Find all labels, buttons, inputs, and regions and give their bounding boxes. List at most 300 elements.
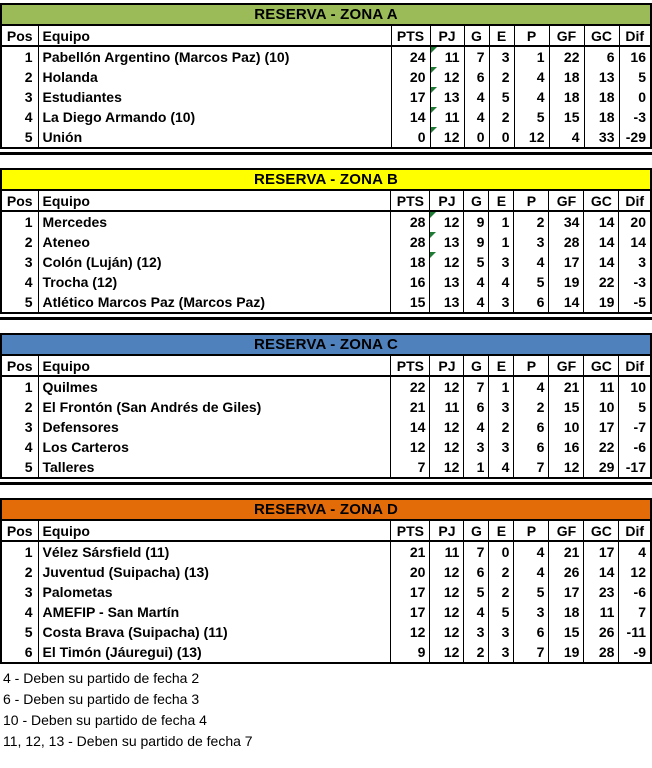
column-header-pos: Pos: [1, 190, 38, 211]
column-header-e: E: [489, 25, 514, 46]
column-header-dif: Dif: [619, 190, 651, 211]
column-header-pos: Pos: [1, 520, 38, 541]
cell-pj: 11: [430, 46, 464, 67]
table-row: [1, 397, 651, 417]
cell-pos: 4: [24, 274, 33, 290]
cell-comment-marker-icon: [430, 212, 436, 218]
standings-table: [0, 333, 652, 479]
cell-e: 4: [489, 457, 514, 478]
standings-body: [1, 541, 651, 663]
cell-e: 3: [489, 252, 514, 272]
cell-p: 4: [514, 252, 549, 272]
cell-pj: 11: [430, 397, 464, 417]
cell-gc: 22: [584, 272, 619, 292]
cell-gf: 26: [549, 562, 584, 582]
cell-equipo: Mercedes: [38, 211, 391, 232]
cell-gf: 22: [549, 46, 584, 67]
cell-pts: 14: [391, 417, 430, 437]
cell-pj: 13: [430, 272, 464, 292]
column-header-row: [1, 190, 651, 211]
cell-pts: 24: [391, 46, 430, 67]
cell-equipo: Ateneo: [38, 232, 391, 252]
column-header-p: P: [514, 355, 549, 376]
cell-comment-marker-icon: [431, 87, 437, 93]
cell-e: 3: [489, 397, 514, 417]
cell-pj: 12: [430, 211, 464, 232]
cell-equipo: Los Carteros: [38, 437, 391, 457]
cell-e: 2: [489, 67, 514, 87]
zone-title: RESERVA - ZONA A: [1, 4, 651, 25]
cell-pts: 16: [391, 272, 430, 292]
cell-dif: -5: [619, 292, 651, 313]
cell-g: 2: [464, 642, 489, 663]
cell-pos: 1: [24, 214, 33, 230]
cell-g: 4: [464, 292, 489, 313]
cell-gc: 11: [584, 376, 619, 397]
cell-gf: 17: [549, 582, 584, 602]
cell-g: 6: [464, 562, 489, 582]
cell-p: 3: [514, 602, 549, 622]
cell-p: 2: [514, 397, 549, 417]
column-header-g: G: [464, 190, 489, 211]
cell-gf: 18: [549, 67, 584, 87]
cell-gc: 29: [584, 457, 619, 478]
cell-dif: -17: [619, 457, 651, 478]
cell-dif: 5: [619, 67, 651, 87]
cell-gc: 17: [584, 417, 619, 437]
cell-equipo: Unión: [38, 127, 391, 148]
cell-pts: 21: [391, 397, 430, 417]
cell-e: 3: [489, 642, 514, 663]
cell-gc: 17: [584, 541, 619, 562]
column-header-pts: PTS: [391, 520, 430, 541]
cell-pts: 21: [391, 541, 430, 562]
column-header-equipo: Equipo: [38, 355, 391, 376]
cell-pos: 1: [24, 379, 33, 395]
column-header-gc: GC: [584, 520, 619, 541]
cell-pj: 12: [430, 252, 464, 272]
column-header-row: [1, 355, 651, 376]
cell-pts: 17: [391, 602, 430, 622]
zones-container: [0, 3, 652, 664]
column-header-equipo: Equipo: [38, 25, 391, 46]
column-header-gf: GF: [549, 25, 584, 46]
cell-pos: 5: [24, 294, 33, 310]
footnotes: [0, 668, 652, 752]
zone-block-zona-c: [0, 333, 652, 485]
cell-dif: 14: [619, 232, 651, 252]
column-header-row: [1, 25, 651, 46]
cell-pos: 1: [24, 544, 33, 560]
column-header-dif: Dif: [619, 355, 651, 376]
cell-gc: 28: [584, 642, 619, 663]
cell-p: 1: [514, 46, 549, 67]
cell-pos: 2: [24, 399, 33, 415]
column-header-equipo: Equipo: [38, 190, 391, 211]
cell-p: 4: [514, 87, 549, 107]
cell-dif: 16: [619, 46, 651, 67]
cell-pts: 20: [391, 562, 430, 582]
cell-comment-marker-icon: [430, 232, 436, 238]
cell-equipo: Estudiantes: [38, 87, 391, 107]
cell-dif: -6: [619, 437, 651, 457]
cell-equipo: El Frontón (San Andrés de Giles): [38, 397, 391, 417]
cell-e: 0: [489, 127, 514, 148]
table-row: [1, 46, 651, 67]
cell-p: 7: [514, 642, 549, 663]
cell-pj: 12: [430, 622, 464, 642]
cell-p: 5: [514, 107, 549, 127]
zone-title-row: [1, 499, 651, 520]
cell-p: 4: [514, 562, 549, 582]
cell-pj: 12: [430, 642, 464, 663]
cell-e: 0: [489, 541, 514, 562]
column-header-gc: GC: [584, 190, 619, 211]
cell-gf: 18: [549, 87, 584, 107]
cell-e: 5: [489, 602, 514, 622]
cell-equipo: Vélez Sársfield (11): [38, 541, 391, 562]
cell-pos: 2: [24, 564, 33, 580]
cell-equipo: Defensores: [38, 417, 391, 437]
zone-title: RESERVA - ZONA B: [1, 169, 651, 190]
cell-pos: 2: [24, 69, 33, 85]
cell-equipo: Juventud (Suipacha) (13): [38, 562, 391, 582]
column-header-g: G: [464, 25, 489, 46]
zone-title-row: [1, 4, 651, 25]
column-header-pts: PTS: [391, 190, 430, 211]
cell-g: 9: [464, 232, 489, 252]
cell-equipo: Trocha (12): [38, 272, 391, 292]
column-header-pj: PJ: [430, 25, 464, 46]
cell-gf: 34: [549, 211, 584, 232]
cell-pts: 9: [391, 642, 430, 663]
cell-pj: 11: [430, 541, 464, 562]
cell-p: 6: [514, 417, 549, 437]
standings-table: [0, 498, 652, 664]
cell-dif: 20: [619, 211, 651, 232]
standings-body: [1, 376, 651, 478]
cell-gc: 26: [584, 622, 619, 642]
table-row: [1, 67, 651, 87]
cell-p: 2: [514, 211, 549, 232]
cell-gf: 19: [549, 272, 584, 292]
cell-dif: 4: [619, 541, 651, 562]
table-row: [1, 211, 651, 232]
cell-gc: 14: [584, 232, 619, 252]
cell-gc: 14: [584, 211, 619, 232]
cell-pts: 14: [391, 107, 430, 127]
cell-pts: 12: [391, 622, 430, 642]
cell-g: 4: [464, 87, 489, 107]
cell-pj: 12: [430, 582, 464, 602]
column-header-pos: Pos: [1, 25, 38, 46]
cell-pos: 6: [24, 644, 33, 660]
cell-e: 1: [489, 376, 514, 397]
cell-e: 3: [489, 437, 514, 457]
cell-equipo: Quilmes: [38, 376, 391, 397]
table-row: [1, 107, 651, 127]
cell-pts: 18: [391, 252, 430, 272]
zone-block-zona-d: [0, 498, 652, 664]
cell-dif: -3: [619, 272, 651, 292]
cell-equipo: Costa Brava (Suipacha) (11): [38, 622, 391, 642]
cell-g: 7: [464, 541, 489, 562]
standings-body: [1, 46, 651, 148]
cell-gc: 13: [584, 67, 619, 87]
cell-e: 1: [489, 232, 514, 252]
cell-dif: -6: [619, 582, 651, 602]
column-header-gf: GF: [549, 355, 584, 376]
table-row: [1, 562, 651, 582]
cell-comment-marker-icon: [431, 127, 437, 133]
cell-gc: 22: [584, 437, 619, 457]
cell-comment-marker-icon: [431, 47, 437, 53]
table-underline: [0, 317, 652, 320]
column-header-e: E: [489, 520, 514, 541]
column-header-p: P: [514, 520, 549, 541]
cell-pj: 11: [430, 107, 464, 127]
cell-gf: 21: [549, 541, 584, 562]
cell-p: 7: [514, 457, 549, 478]
cell-gf: 21: [549, 376, 584, 397]
table-row: [1, 87, 651, 107]
cell-g: 9: [464, 211, 489, 232]
cell-pj: 13: [430, 292, 464, 313]
cell-p: 4: [514, 541, 549, 562]
cell-e: 2: [489, 582, 514, 602]
table-row: [1, 417, 651, 437]
cell-gc: 19: [584, 292, 619, 313]
zone-title-row: [1, 169, 651, 190]
cell-g: 4: [464, 107, 489, 127]
cell-gc: 14: [584, 252, 619, 272]
cell-e: 1: [489, 211, 514, 232]
cell-equipo: La Diego Armando (10): [38, 107, 391, 127]
cell-equipo: Palometas: [38, 582, 391, 602]
cell-e: 2: [489, 417, 514, 437]
zone-title: RESERVA - ZONA C: [1, 334, 651, 355]
zone-block-zona-a: [0, 3, 652, 155]
cell-gf: 18: [549, 602, 584, 622]
cell-pj: 12: [430, 562, 464, 582]
cell-dif: -11: [619, 622, 651, 642]
column-header-gc: GC: [584, 25, 619, 46]
column-header-p: P: [514, 190, 549, 211]
column-header-e: E: [489, 355, 514, 376]
cell-pts: 17: [391, 87, 430, 107]
cell-pj: 12: [430, 417, 464, 437]
cell-pj: 12: [430, 376, 464, 397]
column-header-dif: Dif: [619, 520, 651, 541]
table-row: [1, 437, 651, 457]
cell-gf: 17: [549, 252, 584, 272]
cell-pts: 20: [391, 67, 430, 87]
cell-gf: 28: [549, 232, 584, 252]
footnote-line: 6 - Deben su partido de fecha 3: [3, 691, 200, 707]
table-row: [1, 272, 651, 292]
cell-e: 2: [489, 107, 514, 127]
cell-g: 6: [464, 397, 489, 417]
cell-e: 3: [489, 622, 514, 642]
cell-gf: 15: [549, 622, 584, 642]
cell-pts: 7: [391, 457, 430, 478]
cell-pj: 12: [430, 67, 464, 87]
cell-g: 5: [464, 582, 489, 602]
cell-e: 3: [489, 46, 514, 67]
cell-pts: 28: [391, 211, 430, 232]
cell-g: 7: [464, 46, 489, 67]
standings-table: [0, 3, 652, 149]
cell-pj: 12: [430, 127, 464, 148]
cell-pj: 12: [430, 602, 464, 622]
zone-title: RESERVA - ZONA D: [1, 499, 651, 520]
cell-g: 1: [464, 457, 489, 478]
cell-equipo: Talleres: [38, 457, 391, 478]
cell-e: 2: [489, 562, 514, 582]
cell-g: 4: [464, 272, 489, 292]
cell-pj: 13: [430, 87, 464, 107]
column-header-pj: PJ: [430, 355, 464, 376]
cell-pj: 12: [430, 457, 464, 478]
cell-equipo: El Timón (Jáuregui) (13): [38, 642, 391, 663]
cell-equipo: Colón (Luján) (12): [38, 252, 391, 272]
column-header-pts: PTS: [391, 355, 430, 376]
column-header-p: P: [514, 25, 549, 46]
cell-gc: 10: [584, 397, 619, 417]
column-header-gc: GC: [584, 355, 619, 376]
cell-gc: 18: [584, 107, 619, 127]
cell-g: 0: [464, 127, 489, 148]
table-row: [1, 622, 651, 642]
cell-gf: 4: [549, 127, 584, 148]
table-row: [1, 376, 651, 397]
cell-dif: -9: [619, 642, 651, 663]
cell-pts: 0: [391, 127, 430, 148]
cell-pos: 4: [24, 109, 33, 125]
cell-p: 5: [514, 582, 549, 602]
cell-dif: 12: [619, 562, 651, 582]
cell-gf: 15: [549, 107, 584, 127]
column-header-gf: GF: [549, 520, 584, 541]
cell-dif: -7: [619, 417, 651, 437]
cell-pos: 3: [24, 584, 33, 600]
column-header-pos: Pos: [1, 355, 38, 376]
cell-dif: 5: [619, 397, 651, 417]
cell-comment-marker-icon: [430, 252, 436, 258]
cell-dif: 10: [619, 376, 651, 397]
cell-gf: 19: [549, 642, 584, 663]
cell-dif: 3: [619, 252, 651, 272]
cell-e: 5: [489, 87, 514, 107]
table-row: [1, 127, 651, 148]
cell-equipo: Atlético Marcos Paz (Marcos Paz): [38, 292, 391, 313]
cell-e: 4: [489, 272, 514, 292]
cell-p: 5: [514, 272, 549, 292]
table-underline: [0, 482, 652, 485]
cell-gc: 11: [584, 602, 619, 622]
zone-title-row: [1, 334, 651, 355]
column-header-g: G: [464, 520, 489, 541]
cell-pos: 4: [24, 439, 33, 455]
column-header-pts: PTS: [391, 25, 430, 46]
cell-g: 7: [464, 376, 489, 397]
table-row: [1, 292, 651, 313]
table-row: [1, 582, 651, 602]
cell-p: 6: [514, 622, 549, 642]
cell-g: 6: [464, 67, 489, 87]
cell-pts: 28: [391, 232, 430, 252]
cell-pos: 4: [24, 604, 33, 620]
cell-dif: -3: [619, 107, 651, 127]
zone-block-zona-b: [0, 168, 652, 320]
table-underline: [0, 152, 652, 155]
cell-comment-marker-icon: [431, 67, 437, 73]
column-header-equipo: Equipo: [38, 520, 391, 541]
table-row: [1, 457, 651, 478]
cell-gf: 14: [549, 292, 584, 313]
cell-pts: 22: [391, 376, 430, 397]
cell-pos: 3: [24, 419, 33, 435]
cell-e: 3: [489, 292, 514, 313]
cell-dif: -29: [619, 127, 651, 148]
standings-body: [1, 211, 651, 313]
cell-gf: 15: [549, 397, 584, 417]
cell-pj: 13: [430, 232, 464, 252]
cell-dif: 7: [619, 602, 651, 622]
cell-gc: 33: [584, 127, 619, 148]
cell-p: 12: [514, 127, 549, 148]
cell-equipo: AMEFIP - San Martín: [38, 602, 391, 622]
cell-pos: 2: [24, 234, 33, 250]
cell-p: 6: [514, 292, 549, 313]
cell-pts: 17: [391, 582, 430, 602]
table-row: [1, 602, 651, 622]
cell-equipo: Pabellón Argentino (Marcos Paz) (10): [38, 46, 391, 67]
cell-pj: 12: [430, 437, 464, 457]
cell-pos: 5: [24, 459, 33, 475]
standings-table: [0, 168, 652, 314]
cell-gc: 18: [584, 87, 619, 107]
footnote-line: 4 - Deben su partido de fecha 2: [3, 670, 200, 686]
cell-gc: 6: [584, 46, 619, 67]
cell-gf: 12: [549, 457, 584, 478]
cell-gc: 23: [584, 582, 619, 602]
column-header-pj: PJ: [430, 520, 464, 541]
cell-equipo: Holanda: [38, 67, 391, 87]
table-row: [1, 232, 651, 252]
table-row: [1, 642, 651, 663]
column-header-row: [1, 520, 651, 541]
cell-gc: 14: [584, 562, 619, 582]
cell-g: 3: [464, 622, 489, 642]
column-header-gf: GF: [549, 190, 584, 211]
column-header-e: E: [489, 190, 514, 211]
cell-comment-marker-icon: [431, 107, 437, 113]
cell-dif: 0: [619, 87, 651, 107]
cell-p: 3: [514, 232, 549, 252]
cell-p: 4: [514, 67, 549, 87]
footnote-line: 10 - Deben su partido de fecha 4: [3, 712, 207, 728]
cell-pts: 12: [391, 437, 430, 457]
column-header-g: G: [464, 355, 489, 376]
table-row: [1, 541, 651, 562]
cell-pos: 5: [24, 129, 33, 145]
cell-g: 4: [464, 417, 489, 437]
footnote-line: 11, 12, 13 - Deben su partido de fecha 7: [3, 733, 253, 749]
cell-pos: 3: [24, 89, 33, 105]
cell-gf: 16: [549, 437, 584, 457]
cell-pos: 5: [24, 624, 33, 640]
